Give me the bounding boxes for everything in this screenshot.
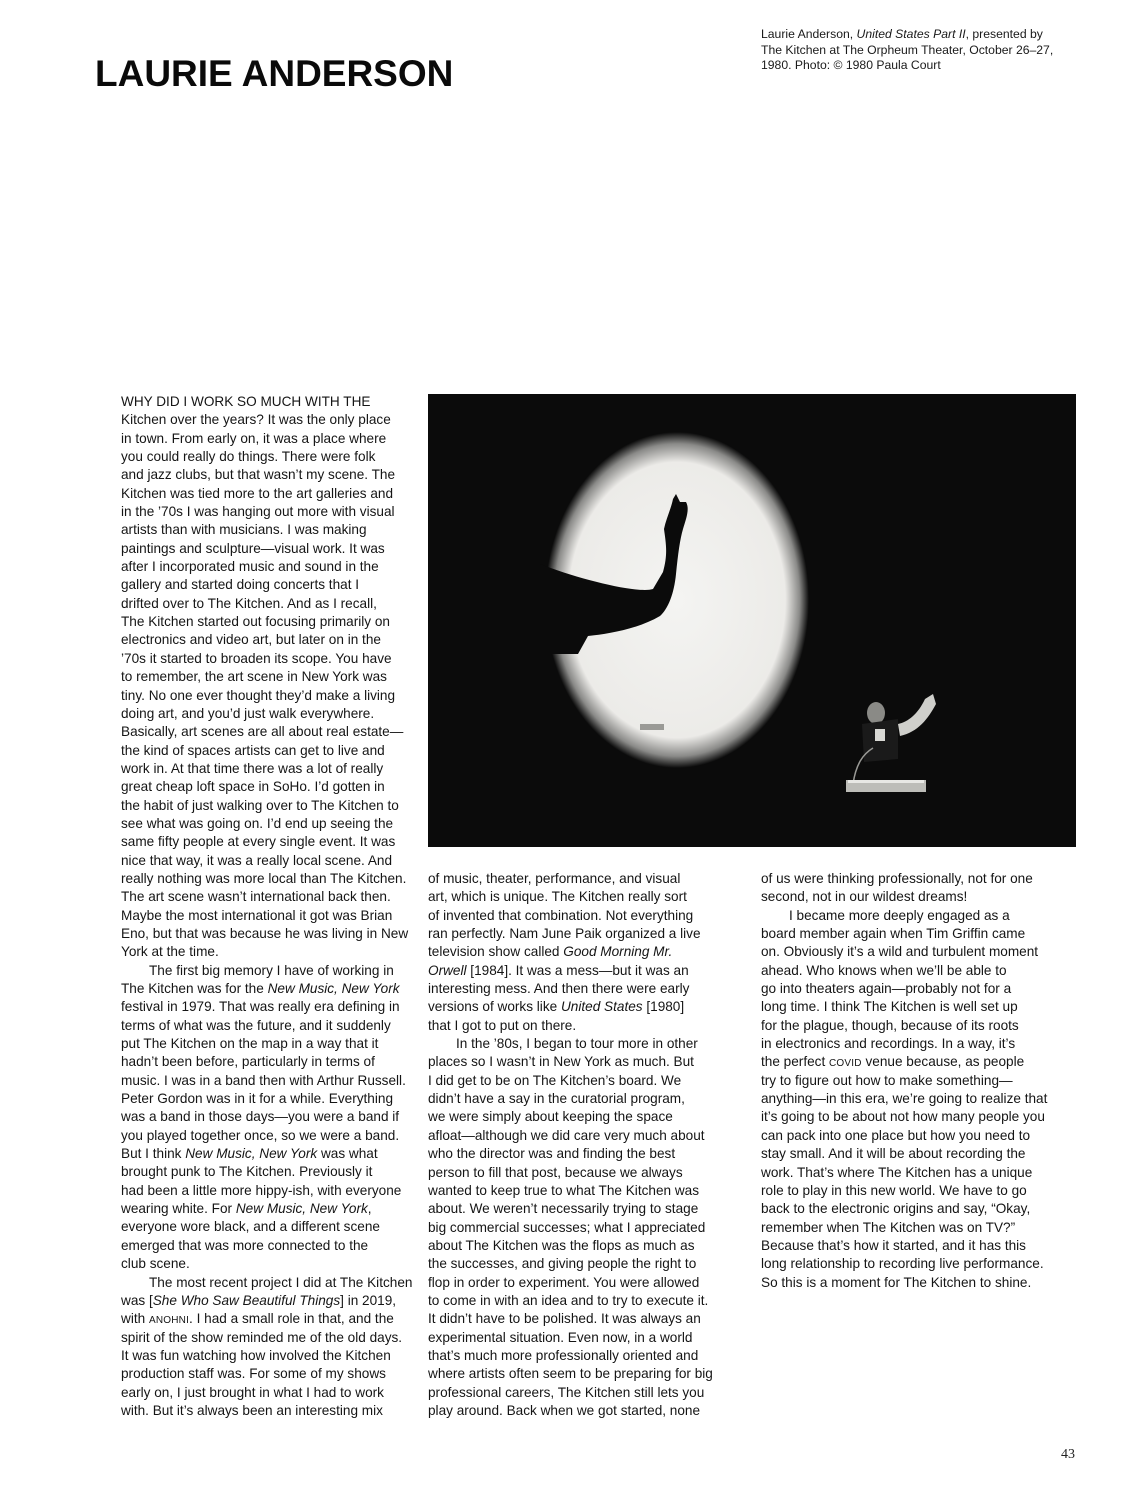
text-line	[428, 962, 713, 980]
text-line: drifted over to The Kitchen. And as I recall,	[121, 595, 377, 611]
text-line: you played together once, so we were a band.	[121, 1127, 400, 1143]
text-line: was a band in those days—you were a band if	[121, 1109, 400, 1125]
text-line: the kind of spaces artists can get to live and	[121, 742, 385, 758]
text-line: Because that’s how it started, and it has this	[761, 1237, 1026, 1253]
text-line: terms of what was the future, and it suddenly	[121, 1017, 391, 1033]
text-line: The most recent project I did at The Kitchen	[149, 1274, 413, 1290]
stage-object	[640, 724, 664, 730]
photo-image	[428, 394, 1076, 847]
text-line: In the ’80s, I began to tour more in other	[456, 1036, 698, 1052]
text-line: flop in order to experiment. You were allowed	[428, 1274, 700, 1290]
text-line: Eno, but that was because he was living in New	[121, 925, 409, 941]
text-line: interesting mess. And then there were early	[428, 981, 690, 997]
text-line: go into theaters again—probably not for a	[761, 981, 1012, 997]
text-line: the habit of just walking over to The Kitchen to	[121, 797, 399, 813]
text-line: of us were thinking professionally, not for one	[761, 871, 1033, 886]
text-line: board member again when Tim Griffin came	[761, 926, 1026, 942]
text-line	[428, 998, 713, 1016]
text-line: remember when The Kitchen was on TV?”	[761, 1219, 1016, 1235]
text-run: versions of works like	[428, 999, 561, 1015]
text-line: second, not in our wildest dreams!	[761, 889, 968, 905]
text-line: It didn’t have to be polished. It was always an	[428, 1311, 701, 1327]
text-line: art, which is unique. The Kitchen really sort	[428, 889, 687, 905]
text-line: same fifty people at every single event. It was	[121, 834, 396, 850]
text-line	[121, 1200, 412, 1218]
text-line: where artists often seem to be preparing for big	[428, 1366, 713, 1382]
text-line: it’s going to be about not how many people you	[761, 1109, 1045, 1125]
caption-text: The Kitchen at The Orpheum Theater, October 26–27,	[761, 42, 1054, 57]
text-line: of invented that combination. Not everything	[428, 907, 694, 923]
small-caps-text: COVID	[829, 1058, 862, 1070]
text-line: work in. At that time there was a lot of really	[121, 760, 384, 776]
text-line: emerged that was more connected to the	[121, 1237, 369, 1253]
text-line: person to fill that post, because we always	[428, 1164, 683, 1180]
text-line: ’70s it started to broaden its scope. You have	[121, 650, 392, 666]
article-column-2	[428, 870, 713, 1420]
article-column-1	[121, 393, 412, 1420]
text-line: about The Kitchen was the flops as much as	[428, 1237, 695, 1253]
text-line: to come in with an idea and to try to execute it.	[428, 1292, 709, 1308]
article-column-3	[761, 870, 1047, 1292]
text-line: places so I wasn’t in New York as much. But	[428, 1054, 694, 1070]
text-line: professional careers, The Kitchen still lets you	[428, 1384, 705, 1400]
italic-title: New Music, New York	[267, 981, 400, 996]
text-line	[121, 1145, 412, 1163]
text-line: everyone wore black, and a different scene	[121, 1219, 380, 1235]
text-run: wearing white. For	[121, 1201, 236, 1217]
text-run: the perfect	[761, 1054, 830, 1070]
text-line: didn’t have a say in the curatorial program,	[428, 1091, 685, 1107]
text-line: The art scene wasn’t international back then.	[121, 889, 391, 905]
text-run: The Kitchen was for the	[121, 981, 268, 996]
text-line: York at the time.	[121, 944, 219, 960]
italic-title: Good Morning Mr.	[563, 944, 673, 960]
text-line: to remember, the art scene in New York was	[121, 669, 387, 685]
text-line: Maybe the most international it got was Brian	[121, 907, 393, 923]
page-number: 43	[1061, 1447, 1075, 1462]
text-line: production staff was. For some of my shows	[121, 1366, 386, 1382]
text-line: try to figure out how to make something—	[761, 1072, 1013, 1088]
text-line: music. I was in a band then with Arthur Russell.	[121, 1072, 406, 1088]
text-run: venue because, as people	[861, 1054, 1025, 1070]
text-line: artists than with musicians. I was making	[121, 522, 367, 538]
text-line: of music, theater, performance, and visual	[428, 871, 681, 886]
text-line: Peter Gordon was in it for a while. Everything	[121, 1091, 394, 1107]
caption-text: Laurie Anderson,	[761, 27, 857, 41]
text-line: tiny. No one ever thought they’d make a living	[121, 687, 396, 703]
text-run: was what	[317, 1146, 378, 1162]
text-line: festival in 1979. That was really era defining in	[121, 999, 400, 1015]
text-run: . I had a small role in that, and the	[189, 1311, 394, 1327]
text-run: was [	[121, 1292, 153, 1308]
text-line: put The Kitchen on the map in a way that it	[121, 1036, 379, 1052]
article-title: LAURIE ANDERSON	[95, 53, 454, 94]
text-line	[761, 1053, 1047, 1071]
text-run: [1980]	[642, 999, 685, 1015]
caption-text: , presented by	[965, 27, 1043, 41]
text-line: long relationship to recording live performance.	[761, 1256, 1044, 1272]
text-line: doing art, and you’d just walk everywhere.	[121, 705, 375, 721]
text-run: television show called	[428, 944, 564, 960]
text-line: for the plague, though, because of its roots	[761, 1017, 1019, 1033]
text-line: ran perfectly. Nam June Paik organized a live	[428, 926, 701, 942]
text-line: Kitchen was tied more to the art galleries and	[121, 485, 394, 501]
photo-caption	[761, 27, 1091, 74]
text-line: experimental situation. Even now, in a world	[428, 1329, 693, 1345]
text-run: ] in 2019,	[340, 1292, 397, 1308]
text-line: Kitchen over the years? It was the only place	[121, 412, 391, 428]
text-line	[121, 980, 412, 998]
text-line: long time. I think The Kitchen is well set up	[761, 999, 1018, 1015]
text-line: back to the electronic origins and say, “Okay,	[761, 1201, 1031, 1217]
text-line: see what was going on. I’d end up seeing the	[121, 815, 394, 831]
text-line: paintings and sculpture—visual work. It was	[121, 540, 385, 556]
italic-title: New Music, New York	[235, 1201, 368, 1217]
text-line: WHY DID I WORK SO MUCH WITH THE	[121, 394, 371, 409]
text-line: electronics and video art, but later on in the	[121, 632, 381, 648]
italic-title: Orwell	[428, 962, 467, 978]
text-line: on. Obviously it’s a wild and turbulent moment	[761, 944, 1039, 960]
text-line: had been a little more hippy-ish, with everyone	[121, 1182, 402, 1198]
text-line: that I got to put on there.	[428, 1017, 577, 1033]
text-line: the successes, and giving people the right to	[428, 1256, 697, 1272]
text-line: club scene.	[121, 1256, 190, 1272]
text-line	[121, 1310, 412, 1328]
text-line: play around. Back when we got started, none	[428, 1402, 701, 1418]
text-run: with	[121, 1311, 149, 1327]
text-line: work. That’s where The Kitchen has a unique	[761, 1164, 1033, 1180]
italic-title: New Music, New York	[185, 1146, 318, 1162]
text-line: really nothing was more local than The Kitchen.	[121, 870, 407, 886]
text-line: in electronics and recordings. In a way, it’s	[761, 1036, 1016, 1052]
text-line: wanted to keep true to what The Kitchen was	[428, 1182, 700, 1198]
italic-title: She Who Saw Beautiful Things	[152, 1292, 341, 1308]
text-line: who the director was and finding the best	[428, 1146, 676, 1162]
text-line: we were simply about keeping the space	[428, 1109, 673, 1125]
performance-photo	[428, 394, 1076, 847]
text-line: afloat—although we did care very much about	[428, 1127, 705, 1143]
text-line: about. We weren’t necessarily trying to stage	[428, 1201, 699, 1217]
text-line: I became more deeply engaged as a	[789, 907, 1010, 923]
text-line: can pack into one place but how you need to	[761, 1127, 1031, 1143]
small-caps-text: ANOHNI	[148, 1315, 190, 1327]
text-line: hadn’t been before, particularly in terms of	[121, 1054, 375, 1070]
italic-title: United States	[560, 999, 643, 1015]
text-line: The first big memory I have of working in	[149, 962, 394, 978]
text-run: [1984]. It was a mess—but it was an	[466, 962, 689, 978]
text-line: anything—in this era, we’re going to realize that	[761, 1091, 1048, 1107]
text-line: with. But it’s always been an interesting mix	[121, 1402, 383, 1418]
text-line: brought punk to The Kitchen. Previously it	[121, 1164, 373, 1180]
text-line: and jazz clubs, but that wasn’t my scene. The	[121, 467, 396, 483]
text-line: Basically, art scenes are all about real estate—	[121, 724, 404, 740]
text-line: The Kitchen started out focusing primarily on	[121, 614, 390, 630]
text-run: ,	[367, 1201, 372, 1217]
text-line: nice that way, it was a really local scene. And	[121, 852, 393, 868]
text-line	[121, 1292, 412, 1310]
text-line: role to play in this new world. We have to go	[761, 1182, 1027, 1198]
text-line: I did get to be on The Kitchen’s board. We	[428, 1072, 682, 1088]
text-line: in town. From early on, it was a place where	[121, 430, 387, 446]
text-line: spirit of the show reminded me of the old days.	[121, 1329, 403, 1345]
text-line: ahead. Who knows when we’ll be able to	[761, 962, 1007, 978]
text-line: after I incorporated music and sound in the	[121, 559, 379, 575]
text-line: in the ’70s I was hanging out more with visual	[121, 504, 395, 520]
text-line: So this is a moment for The Kitchen to shine.	[761, 1274, 1032, 1290]
caption-title: United States Part II	[856, 27, 966, 41]
text-line: early on, I just brought in what I had to work	[121, 1384, 384, 1400]
text-line: gallery and started doing concerts that I	[121, 577, 360, 593]
caption-text: 1980. Photo: © 1980 Paula Court	[761, 58, 941, 73]
text-line: you could really do things. There were folk	[121, 449, 376, 465]
text-line: great cheap loft space in SoHo. I’d gotten in	[121, 779, 385, 795]
text-line: stay small. And it will be about recording the	[761, 1146, 1026, 1162]
text-line: that’s much more professionally oriented and	[428, 1347, 699, 1363]
text-line: It was fun watching how involved the Kitchen	[121, 1347, 391, 1363]
text-line	[428, 943, 713, 961]
text-line: big commercial successes; what I appreciated	[428, 1219, 706, 1235]
text-run: But I think	[121, 1146, 186, 1162]
